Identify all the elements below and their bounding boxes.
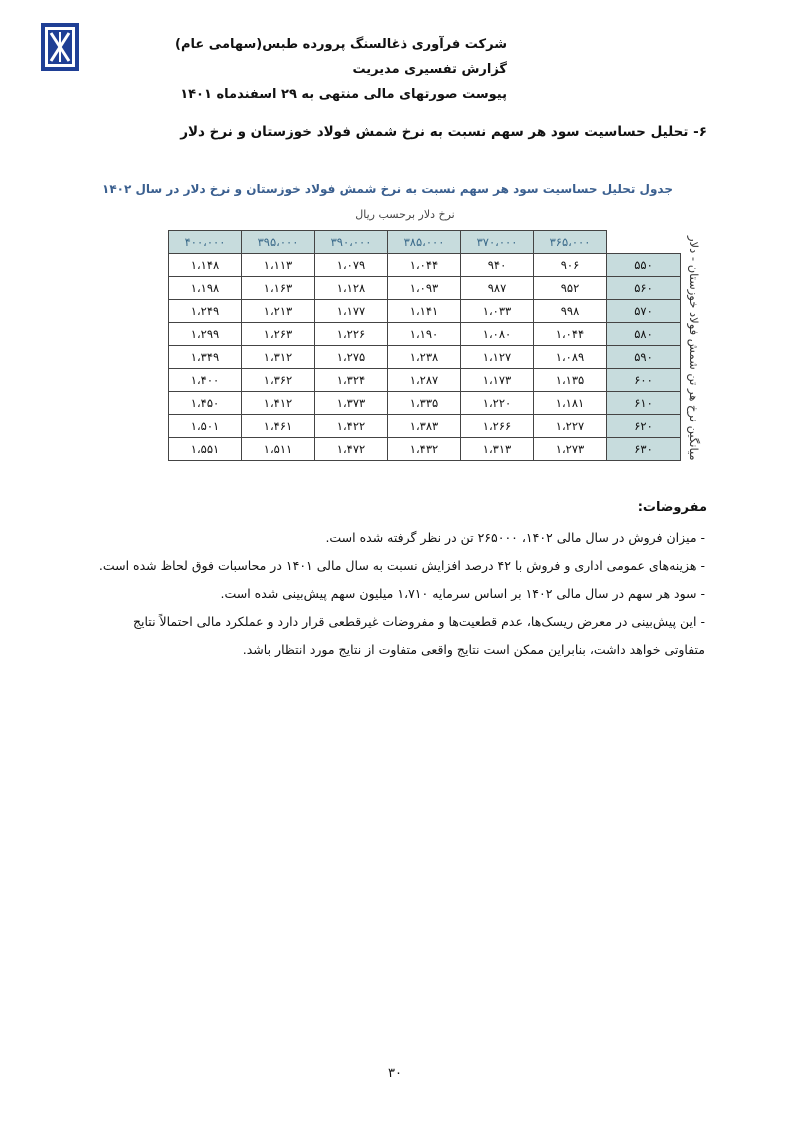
- sensitivity-table: [168, 230, 681, 461]
- table-cell: ۱،۳۶۲: [242, 368, 315, 391]
- table-cell: ۱،۲۸۷: [388, 368, 461, 391]
- table-cell: ۱،۱۸۱: [534, 391, 607, 414]
- table-cell: ۱،۴۶۱: [242, 414, 315, 437]
- assumptions-list: [93, 524, 705, 664]
- report-title: گزارش تفسیری مدیریت: [352, 62, 507, 77]
- row-header: ۶۳۰: [607, 437, 681, 460]
- column-header: ۳۸۵،۰۰۰: [388, 231, 461, 254]
- table-cell: ۱،۳۲۴: [315, 368, 388, 391]
- table-cell: ۱،۲۷۵: [315, 345, 388, 368]
- table-cell: ۱،۴۲۲: [315, 414, 388, 437]
- table-cell: ۱،۲۷۳: [534, 437, 607, 460]
- company-name: شرکت فرآوری ذغالسنگ پرورده طبس(سهامی عام): [175, 37, 507, 52]
- column-header: ۳۷۰،۰۰۰: [461, 231, 534, 254]
- row-header: ۵۵۰: [607, 253, 681, 276]
- table-row: [169, 322, 681, 345]
- table-cell: ۱،۰۳۳: [461, 299, 534, 322]
- assumption-item: - سود هر سهم در سال مالی ۱۴۰۲ بر اساس سرمایه ۱،۷۱۰ میلیون سهم پیش‌بینی شده است.: [220, 586, 705, 601]
- table-cell: ۱،۳۳۵: [388, 391, 461, 414]
- table-cell: ۱،۲۶۶: [461, 414, 534, 437]
- table-cell: ۱،۴۵۰: [169, 391, 242, 414]
- table-cell: ۱،۳۱۲: [242, 345, 315, 368]
- table-cell: ۱،۱۲۷: [461, 345, 534, 368]
- row-header: ۶۲۰: [607, 414, 681, 437]
- table-cell: ۱،۰۴۴: [388, 253, 461, 276]
- table-cell: ۱،۵۱۱: [242, 437, 315, 460]
- corner-cell: [607, 231, 681, 254]
- company-logo: [40, 22, 80, 72]
- table-cell: ۱،۱۱۳: [242, 253, 315, 276]
- row-header: ۶۰۰: [607, 368, 681, 391]
- column-header: ۴۰۰،۰۰۰: [169, 231, 242, 254]
- table-cell: ۱،۰۹۳: [388, 276, 461, 299]
- steel-price-axis-label: میانگین نرخ هر تن شمش فولاد خوزستان - دلار: [687, 235, 701, 461]
- table-row: [169, 368, 681, 391]
- dollar-rate-caption: نرخ دلار برحسب ریال: [355, 208, 455, 221]
- table-cell: ۱،۴۰۰: [169, 368, 242, 391]
- table-cell: ۱،۴۷۲: [315, 437, 388, 460]
- column-header: ۳۶۵،۰۰۰: [534, 231, 607, 254]
- table-cell: ۱،۵۵۱: [169, 437, 242, 460]
- table-cell: ۹۹۸: [534, 299, 607, 322]
- table-header-row: [169, 231, 681, 254]
- table-cell: ۱،۳۴۹: [169, 345, 242, 368]
- table-cell: ۱،۱۴۱: [388, 299, 461, 322]
- row-header: ۵۹۰: [607, 345, 681, 368]
- table-cell: ۱،۱۷۳: [461, 368, 534, 391]
- table-cell: ۱،۲۲۰: [461, 391, 534, 414]
- table-cell: ۱،۲۶۳: [242, 322, 315, 345]
- table-row: [169, 414, 681, 437]
- table-cell: ۱،۲۲۶: [315, 322, 388, 345]
- table-cell: ۱،۲۳۸: [388, 345, 461, 368]
- column-header: ۳۹۵،۰۰۰: [242, 231, 315, 254]
- table-row: [169, 253, 681, 276]
- assumption-item: - هزینه‌های عمومی اداری و فروش با ۴۲ درصد افزایش نسبت به سال مالی ۱۴۰۱ در محاسبات فوق لحاظ شده است.: [98, 558, 705, 573]
- table-cell: ۱،۲۲۷: [534, 414, 607, 437]
- column-header: ۳۹۰،۰۰۰: [315, 231, 388, 254]
- row-header: ۵۷۰: [607, 299, 681, 322]
- report-subtitle: پیوست صورتهای مالی منتهی به ۲۹ اسفندماه ۱۴۰۱: [180, 87, 507, 102]
- table-cell: ۱،۳۷۳: [315, 391, 388, 414]
- table-cell: ۹۰۶: [534, 253, 607, 276]
- assumption-item: - این پیش‌بینی در معرض ریسک‌ها، عدم قطعیت‌ها و مفروضات غیرقطعی قرار دارد و عملکرد مالی احتمالاً نتایج متفاوتی خواهد داشت، بنابراین ممکن است نتایج واقعی متفاوت از نتایج مورد انتظار باشد.: [132, 614, 705, 657]
- assumption-item: - میزان فروش در سال مالی ۱۴۰۲، ۲۶۵۰۰۰ تن در نظر گرفته شده است.: [325, 530, 705, 545]
- table-cell: ۱،۲۴۹: [169, 299, 242, 322]
- table-cell: ۱،۱۳۵: [534, 368, 607, 391]
- table-cell: ۱،۳۸۳: [388, 414, 461, 437]
- table-cell: ۱،۰۷۹: [315, 253, 388, 276]
- assumptions-title: مفروضات:: [637, 500, 707, 515]
- table-cell: ۱،۱۹۰: [388, 322, 461, 345]
- table-cell: ۱،۲۱۳: [242, 299, 315, 322]
- table-cell: ۱،۲۹۹: [169, 322, 242, 345]
- table-cell: ۹۴۰: [461, 253, 534, 276]
- table-cell: ۱،۴۳۲: [388, 437, 461, 460]
- section-title: ۶- تحلیل حساسیت سود هر سهم نسبت به نرخ شمش فولاد خوزستان و نرخ دلار: [180, 124, 707, 140]
- table-cell: ۹۸۷: [461, 276, 534, 299]
- table-cell: ۱،۱۶۳: [242, 276, 315, 299]
- row-header: ۶۱۰: [607, 391, 681, 414]
- table-cell: ۹۵۲: [534, 276, 607, 299]
- table-row: [169, 437, 681, 460]
- table-cell: ۱،۰۴۴: [534, 322, 607, 345]
- table-row: [169, 345, 681, 368]
- table-cell: ۱،۰۸۹: [534, 345, 607, 368]
- table-cell: ۱،۵۰۱: [169, 414, 242, 437]
- table-row: [169, 299, 681, 322]
- report-header: [87, 32, 507, 107]
- page-number: ۳۰: [388, 1066, 402, 1081]
- row-header: ۵۸۰: [607, 322, 681, 345]
- table-row: [169, 276, 681, 299]
- table-cell: ۱،۱۲۸: [315, 276, 388, 299]
- table-cell: ۱،۰۸۰: [461, 322, 534, 345]
- table-cell: ۱،۱۴۸: [169, 253, 242, 276]
- table-cell: ۱،۱۷۷: [315, 299, 388, 322]
- table-row: [169, 391, 681, 414]
- table-cell: ۱،۳۱۳: [461, 437, 534, 460]
- table-cell: ۱،۱۹۸: [169, 276, 242, 299]
- table-cell: ۱،۴۱۲: [242, 391, 315, 414]
- row-header: ۵۶۰: [607, 276, 681, 299]
- table-title: جدول تحلیل حساسیت سود هر سهم نسبت به نرخ شمش فولاد خوزستان و نرخ دلار در سال ۱۴۰۲: [102, 182, 673, 196]
